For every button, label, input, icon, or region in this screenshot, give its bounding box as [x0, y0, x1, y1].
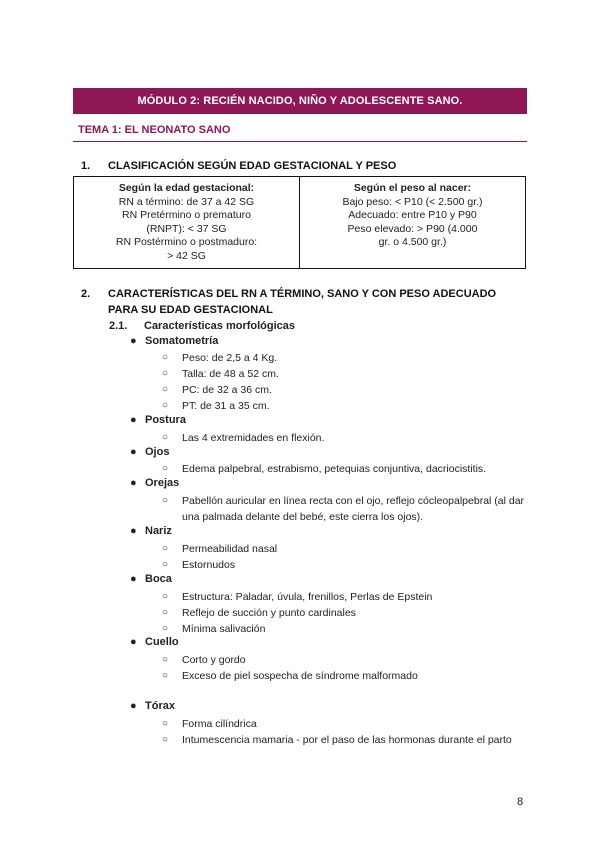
- list-item-text: Pabellón auricular en línea recta con el ojo, reflejo cócleopalpebral (al dar una palmada delante del bebé, este cierra los ojos).: [182, 495, 525, 523]
- bullet-label: Cuello: [145, 636, 179, 648]
- list-item-text: Corto y gordo: [182, 654, 246, 666]
- bullet-label: Tórax: [145, 700, 175, 712]
- section-2-number: 2.: [81, 288, 91, 300]
- topic-heading: [73, 118, 527, 142]
- subsection-number: 2.1.: [109, 320, 128, 332]
- list-item-text: Exceso de piel sospecha de síndrome malformado: [182, 670, 418, 682]
- circle-bullet-icon: ○: [162, 400, 169, 411]
- circle-bullet-icon: ○: [162, 559, 169, 570]
- bullet-label: Nariz: [145, 525, 172, 537]
- bullet-dot-icon: ●: [130, 525, 137, 537]
- module-banner: [73, 88, 527, 114]
- birth-weight-line: Adecuado: entre P10 y P90: [348, 209, 477, 221]
- topic-title: TEMA 1: EL NEONATO SANO: [78, 123, 231, 136]
- gestational-age-line: > 42 SG: [167, 249, 206, 262]
- birth-weight-line: Peso elevado: > P90 (4.000: [347, 222, 478, 235]
- list-item-text: PC: de 32 a 36 cm.: [182, 384, 272, 396]
- bullet-dot-icon: ●: [130, 414, 137, 426]
- circle-bullet-icon: ○: [162, 734, 169, 745]
- list-item-text: Forma cilíndrica: [182, 718, 257, 730]
- bullet-label: Somatometría: [145, 335, 219, 347]
- bullet-dot-icon: ●: [130, 636, 137, 648]
- list-item-text: Reflejo de succión y punto cardinales: [182, 607, 356, 619]
- list-item-text: Edema palpebral, estrabismo, petequias conjuntiva, dacriocistitis.: [182, 463, 487, 475]
- bullet-label: Boca: [145, 573, 172, 585]
- bullet-label: Orejas: [145, 477, 180, 489]
- circle-bullet-icon: ○: [162, 368, 169, 379]
- subsection-title: Características morfológicas: [144, 320, 296, 332]
- circle-bullet-icon: ○: [162, 623, 169, 634]
- list-item-text: PT: de 31 a 35 cm.: [182, 400, 270, 412]
- list-item-text: Las 4 extremidades en flexión.: [182, 432, 325, 444]
- list-item-text: Estornudos: [182, 559, 236, 571]
- birth-weight-column: [299, 177, 525, 268]
- gestational-age-line: RN a término: de 37 a 42 SG: [118, 195, 255, 208]
- bullet-dot-icon: ●: [130, 700, 137, 712]
- list-item-text: Mínima salivación: [182, 623, 266, 635]
- bullet-label: Ojos: [145, 446, 170, 458]
- gestational-age-line: (RNPT): < 37 SG: [146, 222, 227, 235]
- page-number: 8: [517, 796, 524, 808]
- list-item-text: Talla: de 48 a 52 cm.: [182, 368, 279, 380]
- bullet-label: Postura: [145, 414, 186, 426]
- list-item-text: Permeabilidad nasal: [182, 543, 278, 555]
- section-1-number: 1.: [81, 160, 91, 172]
- circle-bullet-icon: ○: [162, 591, 169, 602]
- circle-bullet-icon: ○: [162, 718, 169, 729]
- section-2-title: CARACTERÍSTICAS DEL RN A TÉRMINO, SANO Y CON PESO ADECUADO PARA SU EDAD GESTACIONAL: [108, 288, 497, 316]
- birth-weight-line: gr. o 4.500 gr.): [378, 236, 447, 248]
- bullet-dot-icon: ●: [130, 477, 137, 489]
- section-1-title: CLASIFICACIÓN SEGÚN EDAD GESTACIONAL Y PESO: [108, 160, 397, 172]
- gestational-age-column: [74, 177, 299, 268]
- birth-weight-line: Bajo peso: < P10 (< 2.500 gr.): [342, 195, 483, 208]
- bullet-dot-icon: ●: [130, 573, 137, 585]
- subsection-heading: [109, 320, 296, 332]
- gestational-age-header: Según la edad gestacional:: [118, 182, 255, 194]
- circle-bullet-icon: ○: [162, 654, 169, 665]
- circle-bullet-icon: ○: [162, 670, 169, 681]
- module-title: MÓDULO 2: RECIÉN NACIDO, NIÑO Y ADOLESCENTE SANO.: [137, 95, 463, 107]
- circle-bullet-icon: ○: [162, 543, 169, 554]
- list-item-text: Estructura: Paladar, úvula, frenillos, Perlas de Epstein: [182, 591, 433, 603]
- bullet-dot-icon: ●: [130, 446, 137, 458]
- circle-bullet-icon: ○: [162, 607, 169, 618]
- gestational-age-line: RN Postérmino o postmaduro:: [115, 236, 258, 248]
- circle-bullet-icon: ○: [162, 352, 169, 363]
- classification-table: [73, 176, 526, 269]
- circle-bullet-icon: ○: [162, 463, 169, 474]
- circle-bullet-icon: ○: [162, 384, 169, 395]
- circle-bullet-icon: ○: [162, 432, 169, 443]
- bullet-dot-icon: ●: [130, 335, 137, 347]
- gestational-age-line: RN Pretérmino o prematuro: [122, 209, 251, 221]
- list-item-text: Intumescencia mamaria - por el paso de las hormonas durante el parto: [182, 734, 512, 746]
- circle-bullet-icon: ○: [162, 495, 169, 506]
- birth-weight-header: Según el peso al nacer:: [353, 182, 472, 194]
- list-item-text: Peso: de 2,5 a 4 Kg.: [182, 352, 278, 364]
